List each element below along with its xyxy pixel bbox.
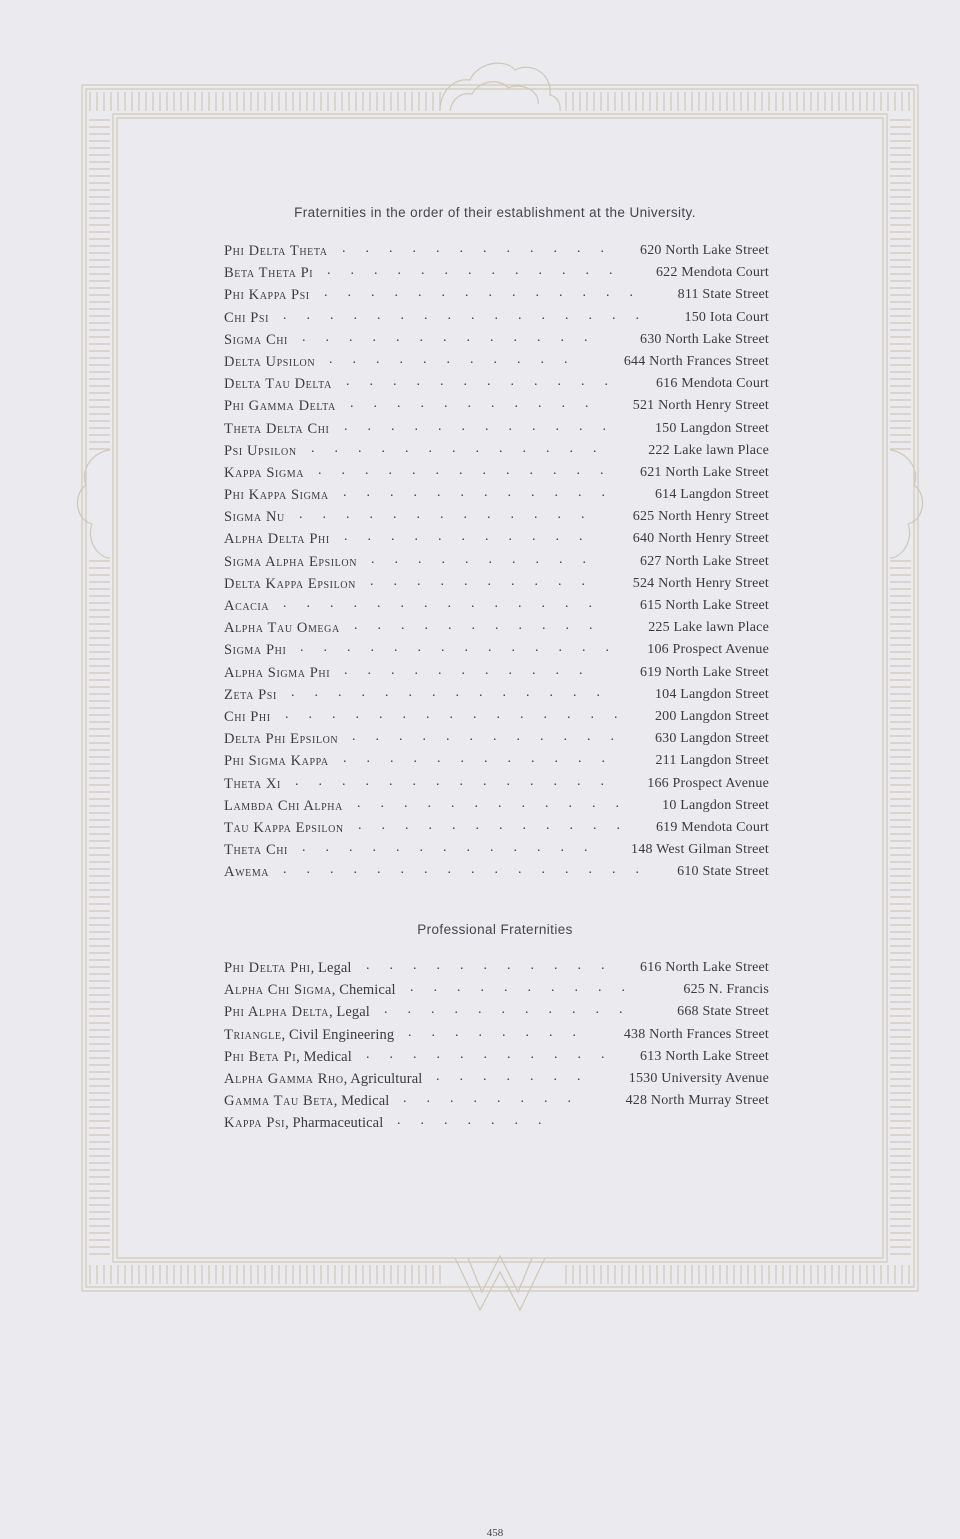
fraternity-name-text: Beta Theta Pi [224, 265, 314, 282]
list-item [224, 1112, 769, 1134]
fraternity-name-text: Delta Tau Delta [224, 376, 332, 393]
list-item [224, 706, 769, 728]
list-item [224, 462, 769, 484]
list-item [224, 684, 769, 706]
fraternity-address: 620 North Lake Street [640, 243, 769, 258]
leader-dots: ............ [346, 374, 628, 390]
fraternity-name [224, 573, 356, 595]
fraternity-name [224, 617, 340, 639]
leader-dots: ........... [329, 351, 588, 367]
list-item [224, 817, 769, 839]
leader-dots: ........... [344, 662, 603, 678]
list-item [224, 861, 769, 883]
leader-dots: .............. [300, 640, 629, 656]
leader-dots: ............. [327, 263, 633, 279]
list-item [224, 1046, 769, 1068]
leader-dots: ........... [344, 529, 603, 545]
fraternity-specialty: , Civil Engineering [281, 1026, 395, 1043]
list-item [224, 839, 769, 861]
fraternity-name-text: Phi Beta Pi [224, 1048, 297, 1065]
fraternity-address: 615 North Lake Street [640, 598, 769, 613]
fraternity-address: 610 State Street [677, 864, 769, 880]
fraternity-name-text: Kappa Psi [224, 1115, 286, 1132]
fraternity-name [224, 284, 310, 306]
fraternity-address: 640 North Henry Street [632, 531, 769, 547]
list-item [224, 284, 769, 306]
fraternity-name-text: Theta Xi [224, 775, 281, 792]
list-item [224, 1090, 769, 1112]
fraternity-name [224, 861, 269, 883]
fraternity-name [224, 307, 269, 329]
fraternity-name-text: Alpha Gamma Rho [224, 1070, 344, 1087]
list-item [224, 1001, 769, 1023]
fraternity-name [224, 1112, 383, 1134]
leader-dots: ............ [344, 418, 626, 434]
fraternity-address: 10 Langdon Street [662, 797, 769, 813]
fraternity-address: 616 Mendota Court [655, 376, 769, 392]
fraternity-name-text: Alpha Tau Omega [224, 620, 340, 637]
fraternity-name-text: Sigma Nu [224, 509, 285, 526]
fraternity-name-text: Delta Phi Epsilon [224, 731, 339, 748]
fraternity-address: 524 North Henry Street [632, 575, 769, 591]
leader-dots: .......... [371, 551, 606, 567]
fraternity-specialty: , Legal [328, 1004, 370, 1021]
fraternity-name [224, 1068, 422, 1090]
fraternity-address: 1530 University Avenue [628, 1070, 769, 1086]
list-item [224, 662, 769, 684]
fraternity-name [224, 1001, 370, 1023]
fraternity-name [224, 462, 304, 484]
fraternity-name-text: Tau Kappa Epsilon [224, 819, 344, 836]
fraternity-name [224, 839, 288, 861]
fraternity-address: 644 North Frances Street [623, 353, 769, 369]
fraternity-name-text: Triangle [224, 1026, 282, 1043]
list-item [224, 240, 769, 262]
fraternity-name [224, 795, 343, 817]
list-item [224, 351, 769, 373]
fraternity-address: 614 Langdon Street [654, 487, 769, 503]
fraternity-name-text: Gamma Tau Beta [224, 1093, 334, 1110]
leader-dots: ............ [352, 729, 634, 745]
fraternity-address: 625 N. Francis [683, 982, 769, 998]
list-item [224, 639, 769, 661]
leader-dots: .............. [295, 773, 624, 789]
fraternity-name [224, 957, 352, 979]
fraternity-name [224, 595, 269, 617]
fraternity-address: 619 North Lake Street [640, 664, 769, 680]
leader-dots: ........... [354, 618, 613, 634]
leader-dots: ........ [403, 1091, 591, 1107]
leader-dots: ............... [285, 706, 638, 722]
fraternity-name [224, 817, 344, 839]
fraternity-address: 622 Mendota Court [655, 265, 769, 281]
list-item [224, 957, 769, 979]
fraternity-name-text: Phi Gamma Delta [224, 398, 336, 415]
list-item [224, 484, 769, 506]
fraternity-name-text: Lambda Chi Alpha [224, 797, 343, 814]
leader-dots: ....... [397, 1113, 562, 1129]
fraternity-address: 625 North Henry Street [632, 509, 769, 525]
fraternity-address: 211 Langdon Street [655, 753, 769, 769]
list-item [224, 418, 769, 440]
fraternity-name-text: Chi Phi [224, 708, 271, 725]
fraternity-name [224, 706, 271, 728]
leader-dots: ............ [343, 485, 625, 501]
leader-dots: ............. [318, 462, 624, 478]
fraternity-specialty: , Medical [296, 1048, 352, 1065]
fraternity-name [224, 551, 357, 573]
fraternity-name [224, 1046, 352, 1068]
fraternity-name-text: Theta Delta Chi [224, 420, 330, 437]
leader-dots: ............. [311, 440, 617, 456]
leader-dots: .............. [283, 596, 612, 611]
fraternity-name [224, 1090, 389, 1112]
fraternity-name [224, 440, 297, 462]
fraternity-name-text: Chi Psi [224, 309, 270, 326]
leader-dots: ........... [350, 396, 609, 412]
leader-dots: ............ [358, 817, 640, 833]
list-item [224, 595, 769, 617]
list-item [224, 307, 769, 329]
fraternity-address: 166 Prospect Avenue [647, 775, 769, 791]
fraternity-name [224, 1024, 394, 1046]
fraternity-name [224, 395, 336, 417]
fraternity-name [224, 373, 332, 395]
list-item [224, 551, 769, 573]
leader-dots: ....... [436, 1068, 601, 1084]
list-item [224, 728, 769, 750]
fraternity-name-text: Awema [224, 864, 270, 881]
fraternity-name [224, 728, 338, 750]
fraternity-specialty: , Legal [310, 960, 352, 976]
fraternity-name [224, 240, 328, 262]
fraternity-name [224, 329, 288, 351]
fraternity-name [224, 662, 330, 684]
fraternity-address: 616 North Lake Street [640, 960, 769, 975]
leader-dots: ........... [384, 1002, 643, 1018]
fraternity-name [224, 684, 277, 706]
list-item [224, 573, 769, 595]
fraternity-name [224, 351, 315, 373]
leader-dots: ................ [283, 862, 659, 878]
fraternity-name-text: Sigma Alpha Epsilon [224, 553, 358, 570]
list-item [224, 440, 769, 462]
fraternity-name [224, 418, 330, 440]
list-item [224, 373, 769, 395]
fraternity-name-text: Phi Kappa Psi [224, 287, 310, 304]
fraternity-specialty: , Pharmaceutical [285, 1115, 384, 1132]
fraternity-address: 811 State Street [677, 287, 769, 303]
fraternity-name-text: Alpha Delta Phi [224, 531, 330, 548]
leader-dots: ............. [302, 329, 608, 345]
leader-dots: .......... [410, 980, 645, 996]
page-number: 458 [486, 1527, 504, 1539]
fraternity-address: 225 Lake lawn Place [648, 620, 769, 636]
fraternity-name [224, 979, 396, 1001]
fraternity-address: 222 Lake lawn Place [648, 442, 769, 458]
fraternity-name-text: Alpha Chi Sigma [224, 982, 332, 999]
fraternity-name-text: Kappa Sigma [224, 464, 305, 481]
fraternity-address: 613 North Lake Street [640, 1048, 769, 1064]
section-heading-fraternities: Fraternities in the order of their establishment at the University. [294, 205, 696, 220]
list-item [224, 979, 769, 1001]
fraternity-name [224, 484, 329, 506]
fraternity-name-text: Phi Kappa Sigma [224, 487, 329, 504]
list-item [224, 617, 769, 639]
professional-fraternity-list [224, 957, 769, 1135]
leader-dots: ........... [366, 958, 625, 973]
leader-dots: ........... [366, 1046, 625, 1062]
fraternity-name [224, 262, 313, 284]
fraternity-name [224, 750, 329, 772]
fraternity-address: 148 West Gilman Street [631, 842, 769, 858]
list-item [224, 262, 769, 284]
fraternity-name [224, 528, 330, 550]
section-heading-professional: Professional Fraternities [417, 922, 573, 937]
fraternity-address: 428 North Murray Street [625, 1093, 769, 1109]
list-item [224, 506, 769, 528]
list-item [224, 528, 769, 550]
fraternity-address: 438 North Frances Street [623, 1026, 769, 1042]
leader-dots: .......... [370, 573, 605, 589]
fraternity-address: 630 North Lake Street [640, 331, 769, 347]
fraternity-name-text: Zeta Psi [224, 686, 277, 703]
fraternity-address: 150 Langdon Street [654, 420, 769, 436]
fraternity-name-text: Phi Alpha Delta [224, 1004, 329, 1021]
leader-dots: .............. [291, 684, 620, 700]
fraternity-address: 630 Langdon Street [654, 731, 769, 747]
fraternity-name [224, 639, 286, 661]
fraternity-name-text: Theta Chi [224, 842, 288, 859]
list-item [224, 395, 769, 417]
fraternity-name [224, 773, 281, 795]
list-item [224, 1068, 769, 1090]
fraternity-address: 104 Langdon Street [654, 686, 769, 702]
fraternity-specialty: , Medical [333, 1093, 390, 1110]
fraternity-name-text: Alpha Sigma Phi [224, 664, 331, 681]
leader-dots: ........ [408, 1024, 596, 1040]
fraternity-name-text: Phi Sigma Kappa [224, 753, 329, 770]
fraternity-address: 200 Langdon Street [654, 708, 769, 724]
fraternity-address: 521 North Henry Street [632, 398, 769, 414]
fraternity-name-text: Phi Delta Theta [224, 243, 328, 259]
list-item [224, 750, 769, 772]
leader-dots: ............ [342, 241, 624, 256]
list-item [224, 1024, 769, 1046]
fraternity-specialty: , Chemical [331, 982, 396, 999]
leader-dots: ............ [343, 751, 625, 767]
leader-dots: .............. [324, 285, 653, 301]
fraternity-address: 619 Mendota Court [655, 819, 769, 835]
fraternity-name-text: Sigma Chi [224, 331, 288, 348]
fraternity-address: 668 State Street [677, 1004, 769, 1020]
fraternity-name-text: Phi Delta Phi [224, 960, 311, 976]
fraternity-name-text: Delta Kappa Epsilon [224, 575, 356, 592]
list-item [224, 329, 769, 351]
fraternity-address: 150 Iota Court [684, 309, 769, 325]
fraternity-name-text: Delta Upsilon [224, 353, 316, 370]
fraternity-name-text: Sigma Phi [224, 642, 287, 659]
leader-dots: ............ [357, 795, 639, 811]
fraternity-address: 106 Prospect Avenue [647, 642, 769, 658]
fraternity-name [224, 506, 285, 528]
fraternity-name-text: Psi Upsilon [224, 442, 297, 459]
leader-dots: ............. [302, 840, 608, 856]
fraternity-specialty: , Agricultural [343, 1070, 423, 1087]
fraternity-name-text: Acacia [224, 598, 270, 614]
leader-dots: ................ [283, 307, 659, 323]
fraternity-address: 627 North Lake Street [640, 553, 769, 569]
fraternity-list [224, 240, 769, 883]
list-item [224, 773, 769, 795]
fraternity-address: 621 North Lake Street [640, 464, 769, 480]
list-item [224, 795, 769, 817]
leader-dots: ............. [299, 507, 605, 523]
